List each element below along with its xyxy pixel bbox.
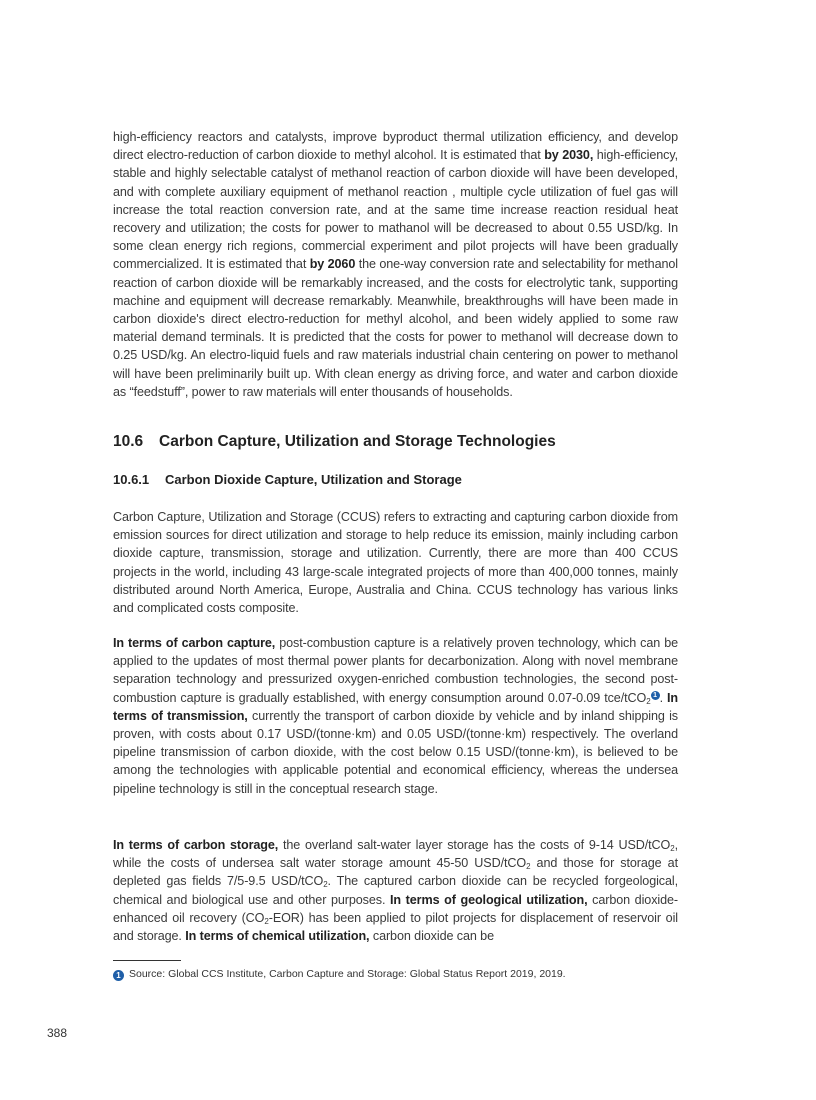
footnote-marker-icon: 1: [113, 970, 124, 981]
subsection-title: Carbon Dioxide Capture, Utilization and Storage: [165, 472, 462, 487]
emphasis-text: In terms of chemical utilization,: [185, 929, 370, 944]
body-text: post-combustion capture is a relatively proven technology, which can be applied to the updates of most thermal power plants for decarbonization. Along with novel membrane separation technology and pressurized oxygen-enriched combustion technologies, the second post-combustion capture is gradually established, with energy consumption around 0.07-0.09 tce/tCO: [113, 636, 678, 705]
body-text: Carbon Capture, Utilization and Storage (CCUS) refers to extracting and capturing carbon dioxide from emission sources for direct utilization and storage to help reduce its emission, mainly including carbon dioxide capture, transmission, storage and utilization. Currently, there are more than 400 CCUS projects in the world, including 43 large-scale integrated projects of more than 400,000 tonnes, mainly distributed around North America, Europe, Australia and China. CCUS technology has various links and complicated costs composite.: [113, 510, 678, 616]
paragraph-ccus-intro: [113, 508, 678, 617]
paragraph-methanol: [113, 128, 678, 401]
body-text: the overland salt-water layer storage has the costs of 9-14 USD/tCO: [278, 838, 671, 852]
body-text: currently the transport of carbon dioxide by vehicle and by inland shipping is proven, with costs about 0.17 USD/(tonne·km) and 0.05 USD/(tonne·km) respectively. The overland pipeline transmission of carbon dioxide, with the cost below 0.15 USD/(tonne·km), is believed to be among the technologies with applicable potential and economical efficiency, whereas the undersea pipeline technology is still in the conceptual research stage.: [113, 708, 679, 796]
paragraph-storage-utilization: [113, 836, 678, 945]
emphasis-text: by 2030,: [544, 148, 594, 163]
subsection-heading: [113, 472, 462, 487]
subscript: 2: [323, 880, 328, 890]
subscript: 2: [264, 916, 269, 926]
body-text: carbon dioxide-enhanced oil recovery (CO: [113, 892, 678, 925]
emphasis-text: In terms of geological utilization,: [390, 892, 588, 907]
footnote: [113, 968, 566, 981]
body-text: high-efficiency, stable and highly selectable catalyst of methanol reaction of carbon dioxide will have been developed, and with complete auxiliary equipment of methanol reaction , multiple cycle utilization of fuel gas will increase the total reaction conversion rate, and at the same time increase reaction residual heat recovery and utilization; the costs for power to mathanol will be decreased to about 0.55 USD/kg. In some clean energy rich regions, commercial experiment and pilot projects will have been gradually commercialized. It is estimated that: [113, 148, 678, 272]
body-text: , while the costs of undersea salt water storage amount 45-50 USD/tCO: [113, 838, 678, 871]
body-text: .: [659, 690, 667, 705]
body-text: and those for storage at depleted gas fields 7/5-9.5 USD/tCO: [113, 856, 678, 889]
footnote-divider: [113, 960, 181, 961]
emphasis-text: by 2060: [309, 257, 356, 272]
body-text: carbon dioxide can be: [369, 929, 494, 944]
emphasis-text: In terms of carbon storage,: [113, 838, 279, 852]
section-title: Carbon Capture, Utilization and Storage Technologies: [159, 433, 556, 450]
body-text: high-efficiency reactors and catalysts, improve byproduct thermal utilization efficiency, and develop direct electro-reduction of carbon dioxide to methyl alcohol. It is estimated that: [113, 130, 678, 163]
emphasis-text: In terms of carbon capture,: [113, 636, 276, 650]
emphasis-text: In terms of transmission,: [113, 690, 678, 723]
subscript: 2: [526, 862, 531, 872]
subscript: 2: [670, 844, 675, 853]
body-text: -EOR) has been applied to pilot projects for displacement of reservoir oil and storage.: [113, 910, 678, 944]
footnote-reference[interactable]: 1: [651, 691, 660, 700]
page-number: 388: [47, 1026, 68, 1040]
body-text: the one-way conversion rate and selectability for methanol reaction of carbon dioxide will be remarkably increased, and the costs for electrolytic tank, supporting machine and equipment will decrease remarkably. Meanwhile, breakthroughs will have been made in carbon dioxide's direct electro-reduction for methyl alcohol, and been widely applied to some raw material demand terminals. It is predicted that the costs for power to methanol will decrease down to 0.25 USD/kg. An electro-liquid fuels and raw materials industrial chain centering on power to methanol will have been preliminarily built up. With clean energy as driving force, and water and carbon dioxide as “feedstuff”, power to raw materials will enter thousands of households.: [113, 257, 678, 399]
section-number: 10.6: [113, 433, 144, 450]
footnote-text: Source: Global CCS Institute, Carbon Capture and Storage: Global Status Report 2019, 2019.: [129, 968, 566, 980]
paragraph-capture-transmission: [113, 634, 678, 798]
subsection-number: 10.6.1: [113, 472, 150, 487]
section-heading: [113, 433, 556, 451]
subscript: 2: [646, 696, 651, 706]
body-text: . The captured carbon dioxide can be recycled forgeological, chemical and biological use and other purposes.: [113, 874, 678, 907]
